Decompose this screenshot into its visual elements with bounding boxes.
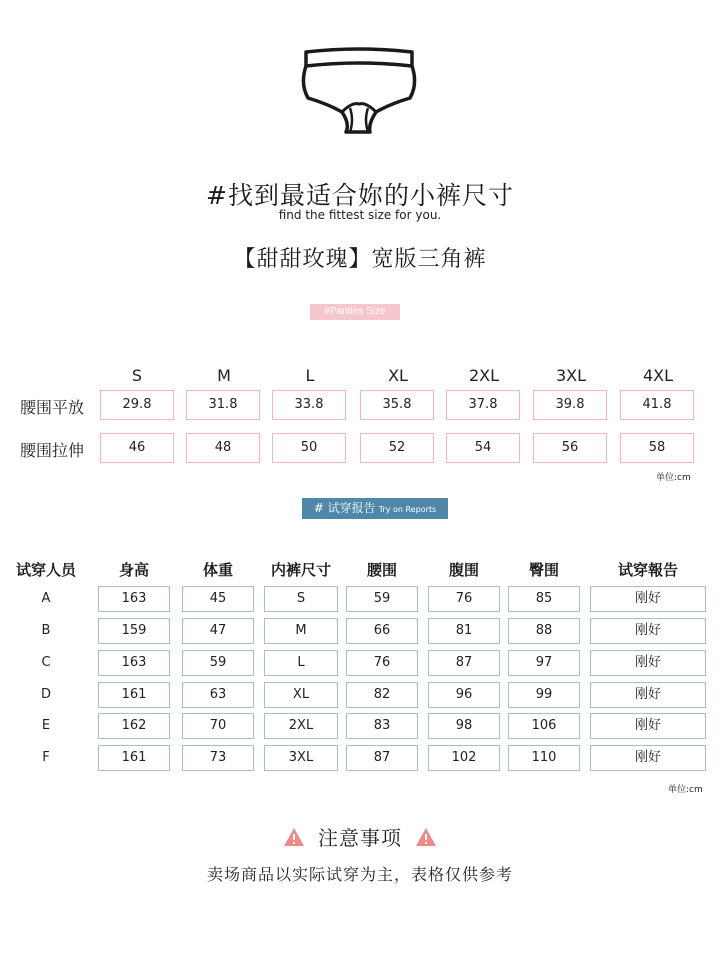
size-header: 2XL: [468, 366, 500, 385]
notice-text: 卖场商品以实际试穿为主，表格仅供参考: [206, 865, 513, 884]
report-cell: 76: [346, 650, 418, 676]
report-cell: 96: [428, 682, 500, 708]
size-cell: 48: [186, 433, 260, 463]
report-cell: 102: [428, 745, 500, 771]
size-cell: 46: [100, 433, 174, 463]
report-cell: 161: [98, 745, 170, 771]
notice-title-label: 注意事项: [318, 826, 402, 850]
row-label-waist-stretch: 腰围拉伸: [20, 441, 85, 460]
size-cell: 50: [272, 433, 346, 463]
report-cell: 3XL: [264, 745, 338, 771]
report-cell: 59: [346, 586, 418, 612]
report-header: 体重: [202, 561, 233, 579]
warning-icon: [283, 827, 305, 847]
tester-id: F: [42, 750, 50, 765]
size-cell: 56: [533, 433, 607, 463]
report-cell: 159: [98, 618, 170, 644]
report-header: 臀围: [528, 561, 559, 579]
report-cell: 97: [508, 650, 580, 676]
size-cell: 37.8: [446, 390, 520, 420]
report-header: 试穿人员: [15, 561, 76, 579]
report-cell: 45: [182, 586, 254, 612]
report-cell: 87: [346, 745, 418, 771]
product-name: 【甜甜玫瑰】宽版三角裤: [233, 247, 487, 272]
report-cell: L: [264, 650, 338, 676]
report-cell: 98: [428, 713, 500, 739]
size-cell: 33.8: [272, 390, 346, 420]
report-cell: 刚好: [590, 713, 706, 739]
report-cell: M: [264, 618, 338, 644]
size-badge: #Panties Size: [310, 304, 400, 320]
report-cell: 2XL: [264, 713, 338, 739]
tester-id: A: [41, 591, 51, 606]
report-cell: XL: [264, 682, 338, 708]
report-header: 腹围: [448, 561, 479, 579]
size-cell: 41.8: [620, 390, 694, 420]
report-cell: 163: [98, 650, 170, 676]
report-cell: S: [264, 586, 338, 612]
report-cell: 刚好: [590, 650, 706, 676]
report-cell: 82: [346, 682, 418, 708]
tester-id: D: [40, 687, 51, 702]
report-header: 试穿報告: [617, 561, 678, 579]
size-cell: 54: [446, 433, 520, 463]
tester-id: C: [41, 655, 51, 670]
size-cell: 39.8: [533, 390, 607, 420]
report-cell: 88: [508, 618, 580, 644]
report-cell: 刚好: [590, 745, 706, 771]
report-cell: 99: [508, 682, 580, 708]
report-cell: 83: [346, 713, 418, 739]
report-badge: [302, 498, 448, 519]
report-badge-en: Try on Reports: [378, 505, 437, 514]
report-cell: 66: [346, 618, 418, 644]
report-cell: 刚好: [590, 682, 706, 708]
report-cell: 85: [508, 586, 580, 612]
report-cell: 163: [98, 586, 170, 612]
page-title: #找到最适合妳的小裤尺寸: [206, 181, 514, 210]
size-cell: 52: [360, 433, 434, 463]
report-cell: 110: [508, 745, 580, 771]
report-cell: 162: [98, 713, 170, 739]
size-cell: 31.8: [186, 390, 260, 420]
warning-icon: [415, 827, 437, 847]
report-cell: 73: [182, 745, 254, 771]
size-header: 3XL: [555, 366, 587, 385]
size-unit-note: 单位:cm: [656, 473, 691, 483]
size-header: 4XL: [642, 366, 674, 385]
panties-icon: [298, 44, 420, 136]
report-cell: 70: [182, 713, 254, 739]
size-header: M: [217, 366, 231, 385]
size-header: XL: [388, 366, 408, 385]
report-header: 内裤尺寸: [270, 561, 331, 579]
report-cell: 59: [182, 650, 254, 676]
report-cell: 63: [182, 682, 254, 708]
report-cell: 81: [428, 618, 500, 644]
report-header: 身高: [118, 561, 149, 579]
report-badge-label: # 试穿报告: [313, 501, 376, 515]
report-header: 腰围: [366, 561, 397, 579]
size-cell: 58: [620, 433, 694, 463]
page-subtitle: find the fittest size for you.: [278, 208, 442, 222]
report-unit-note: 单位:cm: [668, 785, 703, 795]
report-cell: 刚好: [590, 586, 706, 612]
report-cell: 76: [428, 586, 500, 612]
notice-title: [0, 822, 720, 851]
report-cell: 刚好: [590, 618, 706, 644]
tester-id: E: [41, 718, 51, 733]
size-cell: 29.8: [100, 390, 174, 420]
report-cell: 87: [428, 650, 500, 676]
tester-id: B: [41, 623, 51, 638]
report-cell: 47: [182, 618, 254, 644]
report-cell: 161: [98, 682, 170, 708]
size-header: S: [131, 366, 143, 385]
row-label-waist-flat: 腰围平放: [20, 398, 85, 417]
size-header: L: [305, 366, 315, 385]
size-cell: 35.8: [360, 390, 434, 420]
report-cell: 106: [508, 713, 580, 739]
